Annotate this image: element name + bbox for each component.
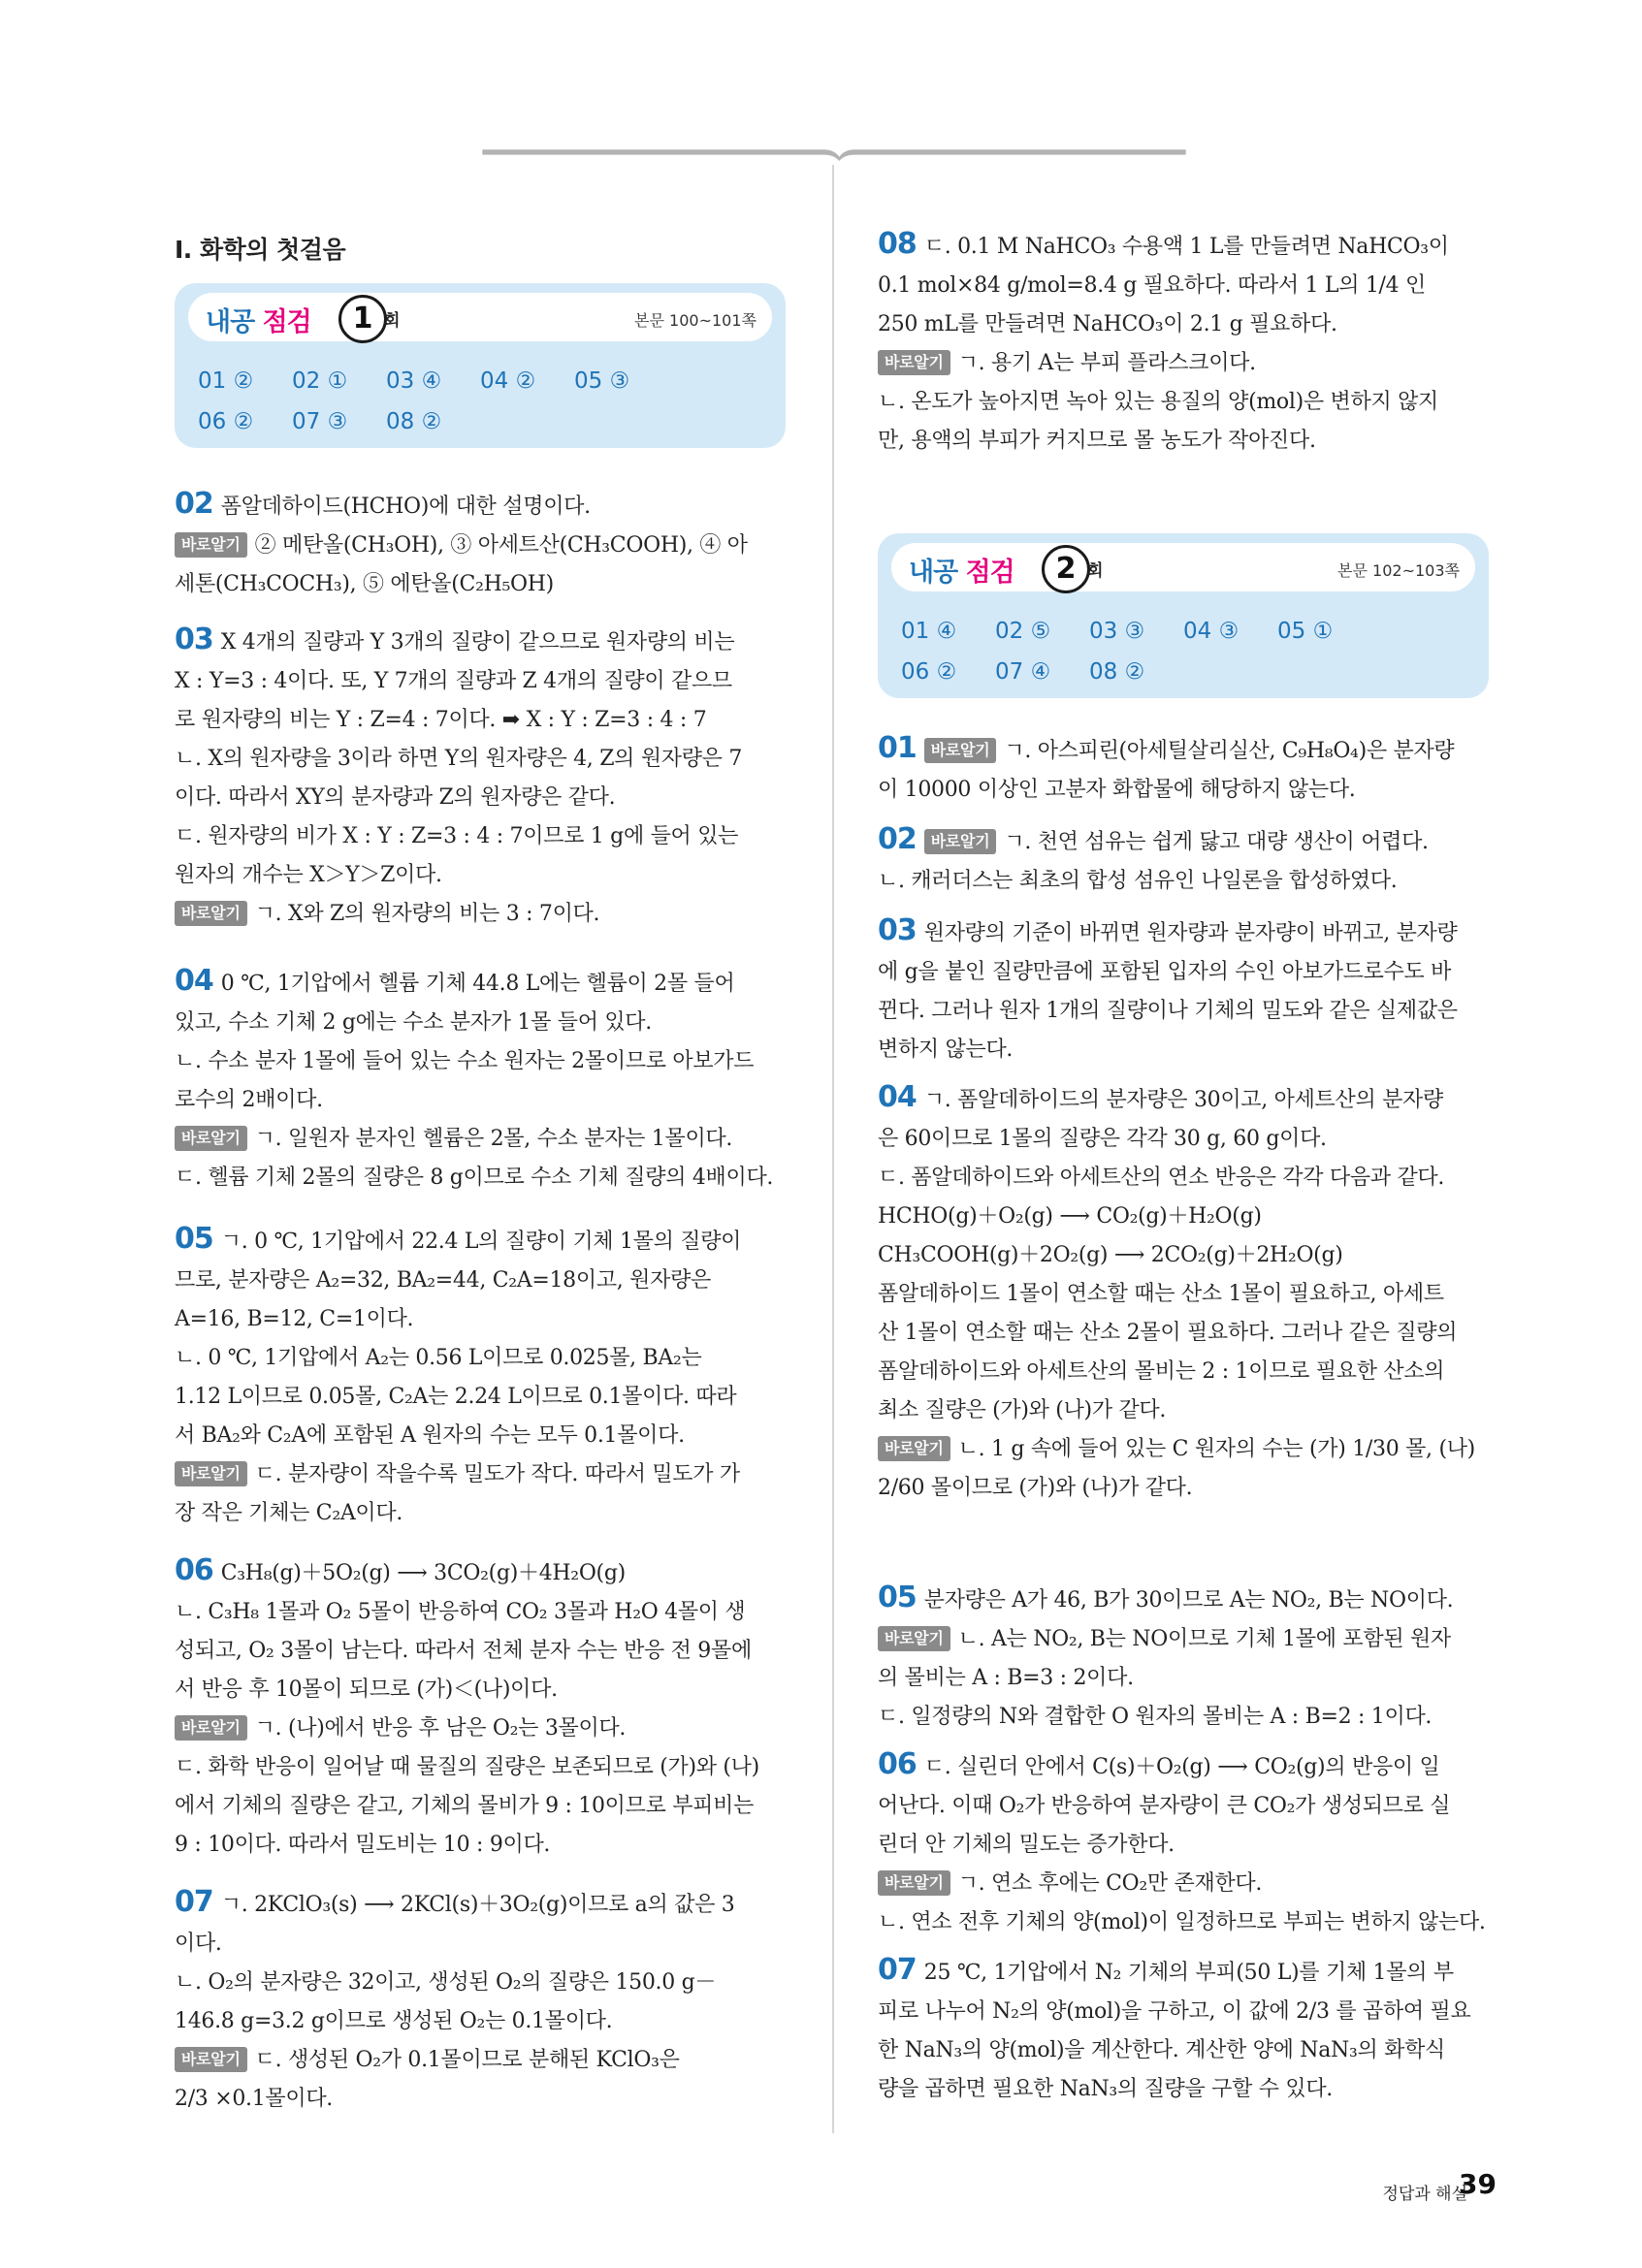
section-title: Ⅰ. 화학의 첫걸음: [175, 236, 346, 264]
solution-2-05: 05 분자량은 A가 46, B가 30이므로 A는 NO₂, B는 NO이다. 바로알기 ㄴ. A는 NO₂, B는 NO이므로 기체 1몰에 포함된 원자 의 몰비는 A : B=3 : 2이다. ㄷ. 일정량의 N와 결합한 O 원자의 몰비는 A : B=2 : 1이다.: [878, 1581, 1454, 1729]
answer-box-title: 내공 점검: [206, 307, 311, 337]
answer-item: 03 ④: [386, 368, 442, 394]
answer-box-2: [878, 533, 1489, 698]
question-number: 03: [878, 913, 917, 947]
question-number: 01: [878, 731, 917, 765]
answer-item: 02 ⑤: [995, 619, 1051, 644]
question-number: 07: [878, 1953, 917, 1987]
round-number: 2: [1042, 545, 1090, 593]
question-number: 03: [175, 623, 213, 656]
solution-2-03: 03 원자량의 기준이 바뀌면 원자량과 분자량이 바뀌고, 분자량 에 g을 붙인 질량만큼에 포함된 입자의 수인 아보가드로수도 바 뀐다. 그러나 원자 1개의 질량이나 기체의 밀도와 같은 실제값은 변하지 않는다.: [878, 913, 1458, 1062]
correction-tag: 바로알기: [175, 2047, 247, 2072]
correction-tag: 바로알기: [175, 532, 247, 558]
question-number: 05: [878, 1581, 917, 1614]
solution-06: 06 C₃H₈(g)＋5O₂(g) ⟶ 3CO₂(g)＋4H₂O(g) ㄴ. C₃H₈ 1몰과 O₂ 5몰이 반응하여 CO₂ 3몰과 H₂O 4몰이 생 성되고, O₂ 3몰이 남는다. 따라서 전체 분자 수는 반응 전 9몰에 서 반응 후 10몰이 되므로 (가)＜(나)이다. 바로알기 ㄱ. (나)에서 반응 후 남은 O₂는 3몰이다. ㄷ. 화학 반응이 일어날 때 물질의 질량은 보존되므로 (가)와 (나) 에서 기체의 질량은 같고, 기체의 몰비가 9 : 10이므로 부피비는 9 : 10이다. 따라서 밀도비는 10 : 9이다.: [175, 1553, 759, 1857]
solution-08: 08 ㄷ. 0.1 M NaHCO₃ 수용액 1 L를 만들려면 NaHCO₃이 0.1 mol×84 g/mol=8.4 g 필요하다. 따라서 1 L의 1/4 인 250 mL를 만들려면 NaHCO₃이 2.1 g 필요하다. 바로알기 ㄱ. 용기 A는 부피 플라스크이다. ㄴ. 온도가 높아지면 녹아 있는 용질의 양(mol)은 변하지 않지 만, 용액의 부피가 커지므로 몰 농도가 작아진다.: [878, 227, 1449, 453]
correction-tag: 바로알기: [175, 1126, 247, 1151]
answer-box-1: [175, 283, 786, 448]
answer-list: [901, 611, 1464, 692]
correction-tag: 바로알기: [175, 1715, 247, 1741]
solution-2-04: 04 ㄱ. 폼알데하이드의 분자량은 30이고, 아세트산의 분자량 은 60이므로 1몰의 질량은 각각 30 g, 60 g이다. ㄷ. 폼알데하이드와 아세트산의 연소 반응은 각각 다음과 같다. HCHO(g)＋O₂(g) ⟶ CO₂(g)＋H₂O(g) CH₃COOH(g)＋2O₂(g) ⟶ 2CO₂(g)＋2H₂O(g) 폼알데하이드 1몰이 연소할 때는 산소 1몰이 필요하고, 아세트 산 1몰이 연소할 때는 산소 2몰이 필요하다. 그러나 같은 질량의 폼알데하이드와 아세트산의 몰비는 2 : 1이므로 필요한 산소의 최소 질량은 (가)와 (나)가 같다. 바로알기 ㄴ. 1 g 속에 들어 있는 C 원자의 수는 (가) 1/30 몰, (나) 2/60 몰이므로 (가)와 (나)가 같다.: [878, 1080, 1475, 1500]
answer-item: 03 ③: [1089, 619, 1145, 644]
solution-04: 04 0 ℃, 1기압에서 헬륨 기체 44.8 L에는 헬륨이 2몰 들어 있고, 수소 기체 2 g에는 수소 분자가 1몰 들어 있다. ㄴ. 수소 분자 1몰에 들어 있는 수소 원자는 2몰이므로 아보가드 로수의 2배이다. 바로알기 ㄱ. 일원자 분자인 헬륨은 2몰, 수소 분자는 1몰이다. ㄷ. 헬륨 기체 2몰의 질량은 8 g이므로 수소 기체 질량의 4배이다.: [175, 964, 774, 1190]
column-divider: [832, 165, 834, 2133]
question-number: 08: [878, 227, 917, 261]
question-number: 06: [878, 1747, 917, 1781]
page-reference: 본문 100~101쪽: [634, 311, 757, 330]
answer-item: 04 ②: [480, 368, 536, 394]
question-number: 04: [175, 964, 213, 998]
correction-tag: 바로알기: [878, 350, 950, 375]
correction-tag: 바로알기: [878, 1626, 950, 1651]
solution-02: 02 폼알데하이드(HCHO)에 대한 설명이다. 바로알기 ② 메탄올(CH₃OH), ③ 아세트산(CH₃COOH), ④ 아 세톤(CH₃COCH₃), ⑤ 에탄올(C₂H₅OH): [175, 487, 748, 596]
solution-2-06: 06 ㄷ. 실린더 안에서 C(s)＋O₂(g) ⟶ CO₂(g)의 반응이 일 어난다. 이때 O₂가 반응하여 분자량이 큰 CO₂가 생성되므로 실 린더 안 기체의 밀도는 증가한다. 바로알기 ㄱ. 연소 후에는 CO₂만 존재한다. ㄴ. 연소 전후 기체의 양(mol)이 일정하므로 부피는 변하지 않는다.: [878, 1747, 1486, 1934]
answer-item: 06 ②: [198, 409, 254, 434]
answer-item: 02 ①: [292, 368, 348, 394]
answer-item: 07 ③: [292, 409, 348, 434]
answer-item: 08 ②: [1089, 659, 1145, 685]
solution-2-02: 02 바로알기 ㄱ. 천연 섬유는 쉽게 닳고 대량 생산이 어렵다. ㄴ. 캐러더스는 최초의 합성 섬유인 나일론을 합성하였다.: [878, 822, 1429, 893]
solution-2-01: 01 바로알기 ㄱ. 아스피린(아세틸살리실산, C₉H₈O₄)은 분자량 이 10000 이상인 고분자 화합물에 해당하지 않는다.: [878, 731, 1455, 802]
answer-box-header: [188, 293, 772, 341]
answer-item: 01 ④: [901, 619, 957, 644]
answer-item: 05 ③: [574, 368, 630, 394]
correction-tag: 바로알기: [878, 1870, 950, 1896]
solution-03: 03 X 4개의 질량과 Y 3개의 질량이 같으므로 원자량의 비는 X : Y=3 : 4이다. 또, Y 7개의 질량과 Z 4개의 질량이 같으므 로 원자량의 비는 Y : Z=4 : 7이다. ➡ X : Y : Z=3 : 4 : 7 ㄴ. X의 원자량을 3이라 하면 Y의 원자량은 4, Z의 원자량은 7 이다. 따라서 XY의 분자량과 Z의 원자량은 같다. ㄷ. 원자량의 비가 X : Y : Z=3 : 4 : 7이므로 1 g에 들어 있는 원자의 개수는 X＞Y＞Z이다. 바로알기 ㄱ. X와 Z의 원자량의 비는 3 : 7이다.: [175, 623, 743, 926]
round-suffix: 회: [1087, 561, 1104, 581]
page-number: 39: [1459, 2168, 1497, 2200]
round-suffix: 회: [384, 311, 401, 331]
correction-tag: 바로알기: [924, 829, 997, 854]
answer-item: 01 ②: [198, 368, 254, 394]
correction-tag: 바로알기: [878, 1436, 950, 1461]
question-number: 02: [175, 487, 213, 521]
question-number: 04: [878, 1080, 917, 1114]
round-number: 1: [338, 295, 387, 343]
page-reference: 본문 102~103쪽: [1337, 561, 1460, 580]
footer-label: 정답과 해설: [1382, 2185, 1467, 2204]
question-number: 02: [878, 822, 917, 856]
solution-2-07: 07 25 ℃, 1기압에서 N₂ 기체의 부피(50 L)를 기체 1몰의 부 피로 나누어 N₂의 양(mol)을 구하고, 이 값에 2/3 를 곱하여 필요 한 NaN₃의 양(mol)을 계산한다. 계산한 양에 NaN₃의 화학식 량을 곱하면 필요한 NaN₃의 질량을 구할 수 있다.: [878, 1953, 1471, 2101]
answer-box-header: [891, 543, 1475, 591]
correction-tag: 바로알기: [924, 738, 997, 763]
solution-07: 07 ㄱ. 2KClO₃(s) ⟶ 2KCl(s)＋3O₂(g)이므로 a의 값은 3 이다. ㄴ. O₂의 분자량은 32이고, 생성된 O₂의 질량은 150.0 g－ 146.8 g=3.2 g이므로 생성된 O₂는 0.1몰이다. 바로알기 ㄷ. 생성된 O₂가 0.1몰이므로 분해된 KClO₃은 2/3 ×0.1몰이다.: [175, 1885, 735, 2111]
question-number: 06: [175, 1553, 213, 1587]
answer-item: 06 ②: [901, 659, 957, 685]
correction-tag: 바로알기: [175, 1461, 247, 1486]
answer-item: 04 ③: [1183, 619, 1240, 644]
answer-box-title: 내공 점검: [909, 558, 1014, 588]
top-divider-bar: [175, 145, 1494, 161]
question-number: 05: [175, 1222, 213, 1256]
answer-item: 08 ②: [386, 409, 442, 434]
question-number: 07: [175, 1885, 213, 1919]
answer-list: [198, 361, 760, 442]
solution-05: 05 ㄱ. 0 ℃, 1기압에서 22.4 L의 질량이 기체 1몰의 질량이 므로, 분자량은 A₂=32, BA₂=44, C₂A=18이고, 원자량은 A=16, B=12, C=1이다. ㄴ. 0 ℃, 1기압에서 A₂는 0.56 L이므로 0.025몰, BA₂는 1.12 L이므로 0.05몰, C₂A는 2.24 L이므로 0.1몰이다. 따라 서 BA₂와 C₂A에 포함된 A 원자의 수는 모두 0.1몰이다. 바로알기 ㄷ. 분자량이 작을수록 밀도가 작다. 따라서 밀도가 가 장 작은 기체는 C₂A이다.: [175, 1222, 742, 1525]
answer-item: 07 ④: [995, 659, 1051, 685]
correction-tag: 바로알기: [175, 901, 247, 926]
answer-item: 05 ①: [1277, 619, 1334, 644]
